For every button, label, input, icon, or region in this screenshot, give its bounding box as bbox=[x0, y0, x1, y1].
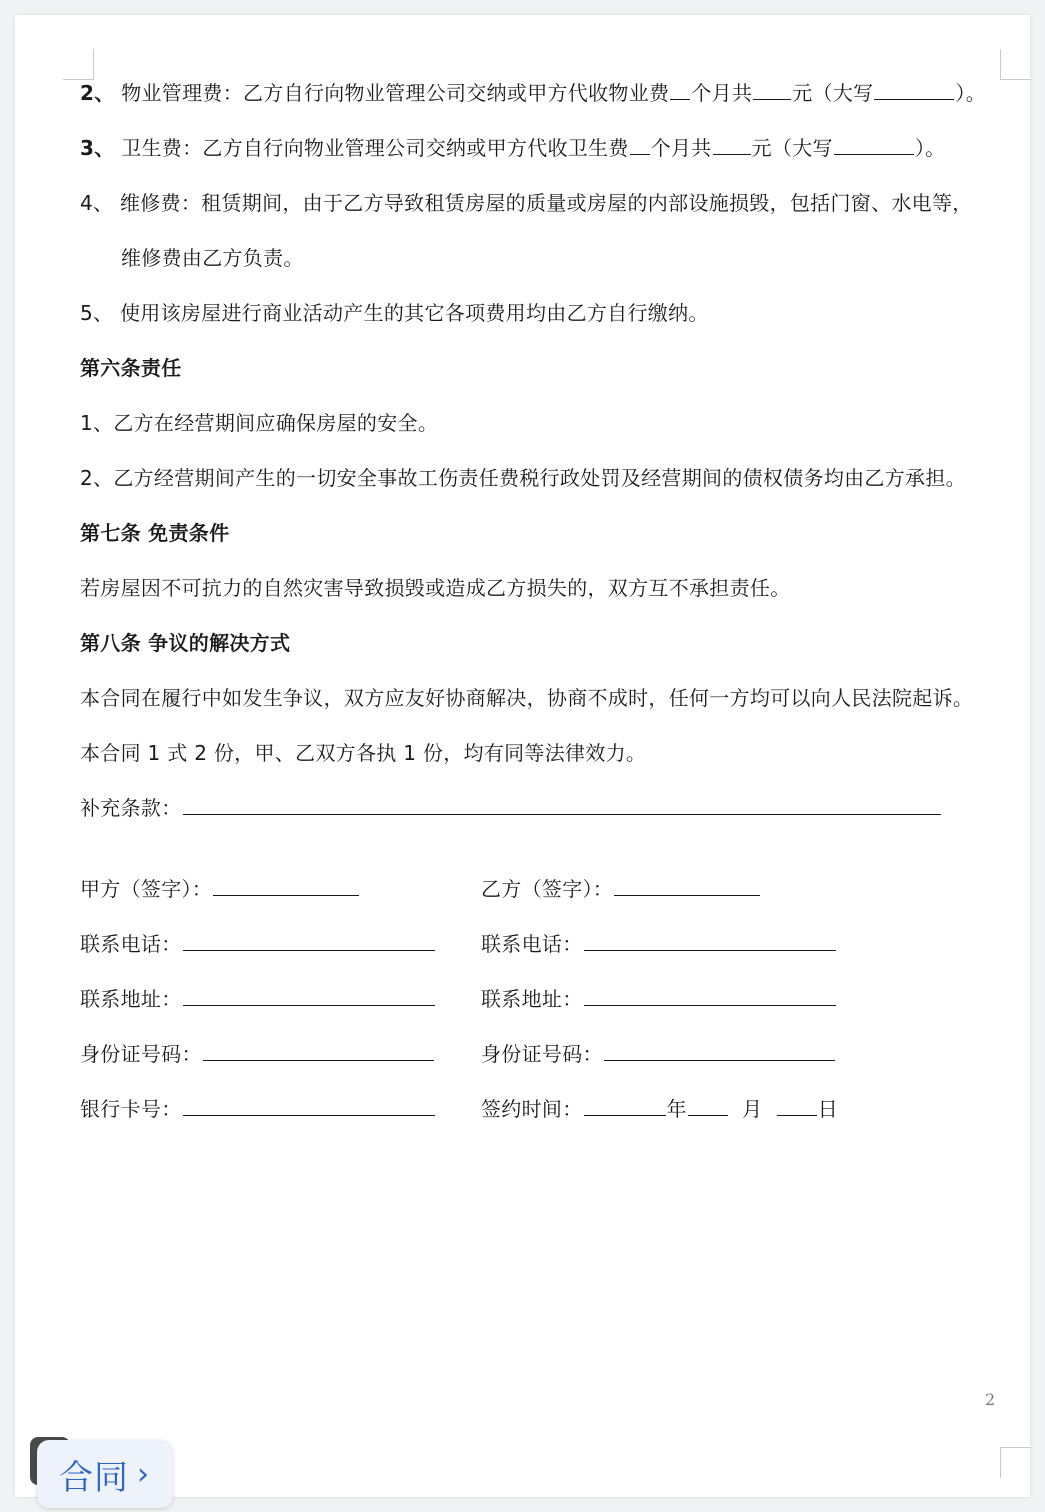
field-label: 乙方（签字）： bbox=[481, 877, 614, 901]
clause-text: ）。 bbox=[955, 81, 987, 105]
fill-blank bbox=[183, 1095, 435, 1116]
article-8-paragraph-2: 本合同 1 式 2 份，甲、乙双方各执 1 份，均有同等法律效力。 bbox=[80, 741, 647, 765]
field-label: 联系电话： bbox=[80, 932, 182, 956]
fill-blank bbox=[183, 794, 941, 815]
fill-blank bbox=[203, 1040, 434, 1061]
field-label: 联系电话： bbox=[481, 932, 583, 956]
fill-blank bbox=[630, 134, 650, 155]
clause-item-4: 4、 维修费：租赁期间，由于乙方导致租赁房屋的质量或房屋的内部设施损毁，包括门窗、水电等， bbox=[80, 191, 973, 215]
fill-blank bbox=[688, 1095, 728, 1116]
margin-corner-mark bbox=[1000, 49, 1031, 80]
clause-text: 元（大写 bbox=[751, 136, 833, 160]
fill-blank bbox=[614, 875, 760, 896]
fill-blank bbox=[713, 134, 751, 155]
clause-item-4-continuation: 维修费由乙方负责。 bbox=[121, 246, 304, 270]
document-name-button[interactable] bbox=[37, 1440, 173, 1508]
clause-text: ）。 bbox=[914, 136, 946, 160]
supplement-label: 补充条款： bbox=[80, 796, 182, 820]
article-8-heading: 第八条 争议的解决方式 bbox=[80, 631, 291, 655]
fill-blank bbox=[584, 930, 836, 951]
document-name-label: 合同 bbox=[59, 1457, 129, 1498]
clause-text: 物业管理费：乙方自行向物业管理公司交纳或甲方代收物业费 bbox=[121, 81, 670, 105]
clause-item-3 bbox=[80, 134, 945, 162]
article-6-paragraph-1: 1、乙方在经营期间应确保房屋的安全。 bbox=[80, 411, 439, 435]
article-8-paragraph-1: 本合同在履行中如发生争议，双方应友好协商解决，协商不成时，任何一方均可以向人民法院起诉。 bbox=[80, 686, 974, 710]
party-b-id-number bbox=[481, 1040, 836, 1068]
article-6-paragraph-2: 2、乙方经营期间产生的一切安全事故工伤责任费税行政处罚及经营期间的债权债务均由乙方承担。 bbox=[80, 466, 966, 490]
date-unit-day: 日 bbox=[817, 1097, 839, 1121]
fill-blank bbox=[584, 1095, 666, 1116]
fill-blank bbox=[183, 930, 435, 951]
margin-corner-mark bbox=[1000, 1447, 1031, 1478]
item-number: 2、 bbox=[80, 81, 115, 105]
fill-blank bbox=[874, 79, 954, 100]
fill-blank bbox=[213, 875, 359, 896]
field-label: 甲方（签字）： bbox=[80, 877, 213, 901]
item-number: 3、 bbox=[80, 136, 115, 160]
date-unit-year: 年 bbox=[666, 1097, 687, 1121]
article-7-heading: 第七条 免责条件 bbox=[80, 521, 230, 545]
party-a-signature bbox=[80, 875, 360, 903]
party-a-phone bbox=[80, 930, 436, 958]
margin-corner-mark bbox=[63, 49, 94, 80]
clause-text: 个月共 bbox=[691, 81, 753, 105]
field-label: 身份证号码： bbox=[80, 1042, 202, 1066]
clause-text: 元（大写 bbox=[792, 81, 874, 105]
fill-blank bbox=[777, 1095, 817, 1116]
fill-blank bbox=[753, 79, 791, 100]
field-label: 银行卡号： bbox=[80, 1097, 182, 1121]
date-unit-month: 月 bbox=[742, 1097, 763, 1121]
fill-blank bbox=[183, 985, 435, 1006]
supplement-clause bbox=[80, 794, 942, 822]
clause-text: 个月共 bbox=[650, 136, 712, 160]
article-7-paragraph: 若房屋因不可抗力的自然灾害导致损毁或造成乙方损失的，双方互不承担责任。 bbox=[80, 576, 791, 600]
field-label: 签约时间： bbox=[481, 1097, 583, 1121]
party-b-address bbox=[481, 985, 837, 1013]
party-a-id-number bbox=[80, 1040, 435, 1068]
party-a-bank-card bbox=[80, 1095, 436, 1123]
document-page bbox=[15, 15, 1030, 1497]
clause-text: 卫生费：乙方自行向物业管理公司交纳或甲方代收卫生费 bbox=[121, 136, 629, 160]
fill-blank bbox=[834, 134, 914, 155]
field-label: 联系地址： bbox=[80, 987, 182, 1011]
page-number: 2 bbox=[985, 1390, 996, 1409]
clause-item-2 bbox=[80, 79, 986, 107]
chevron-right-icon: › bbox=[137, 1456, 149, 1492]
fill-blank bbox=[584, 985, 836, 1006]
fill-blank bbox=[604, 1040, 835, 1061]
sign-date bbox=[481, 1095, 838, 1123]
field-label: 联系地址： bbox=[481, 987, 583, 1011]
clause-item-5: 5、 使用该房屋进行商业活动产生的其它各项费用均由乙方自行缴纳。 bbox=[80, 301, 709, 325]
party-b-signature bbox=[481, 875, 761, 903]
party-a-address bbox=[80, 985, 436, 1013]
party-b-phone bbox=[481, 930, 837, 958]
article-6-heading: 第六条责任 bbox=[80, 356, 182, 380]
fill-blank bbox=[670, 79, 690, 100]
field-label: 身份证号码： bbox=[481, 1042, 603, 1066]
